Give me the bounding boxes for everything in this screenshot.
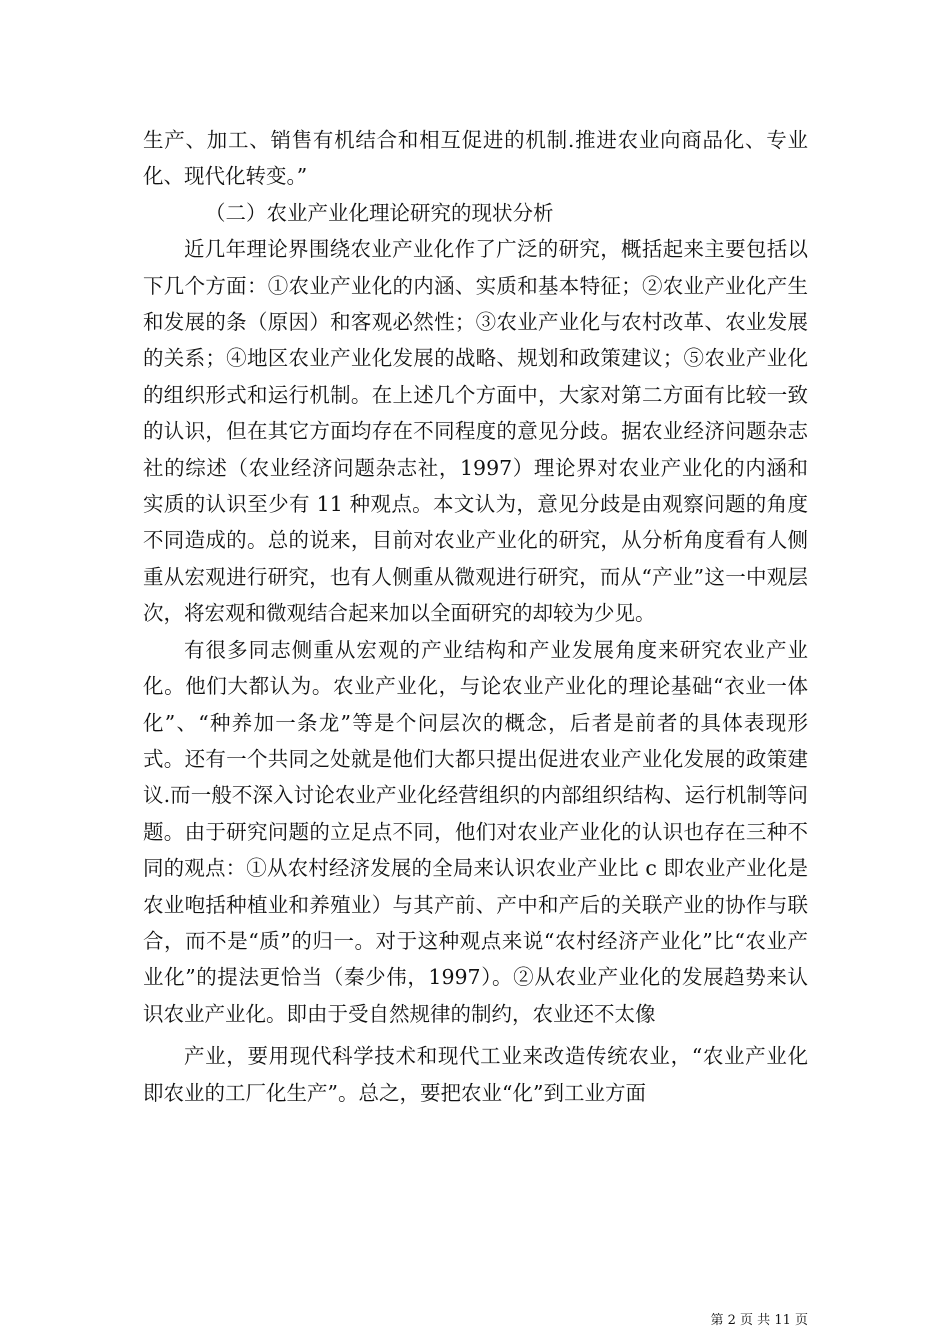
page-number: 第 2 页 共 11 页 xyxy=(710,1313,808,1328)
paragraph: 有很多同志侧重从宏观的产业结构和产业发展角度来研究农业产业化。他们大都认为。农业产业化，与论农业产业化的理论基础“衣业一体化”、“种养加一条龙”等是个问层次的概念，后者是前者的具体表现形式。还有一个共同之处就是他们大都只提出促进农业产业化发展的政策建议.而一般不深入讨论农业产业化经营组织的内部组织结构、运行机制等问题。由于研究问题的立足点不同，他们对农业产业化的认识也存在三种不同的观点：①从农村经济发展的全局来认识农业产业比 c 即农业产业化是农业咆括种植业和养殖业）与其产前、产中和产后的关联产业的协作与联合，而不是“质”的归一。对于这种观点来说“农村经济产业化”比“农业产业化”的提法更恰当（秦少伟，1997）。②从农业产业化的发展趋势来认识农业产业化。即由于受自然规律的制约，农业还不太像 xyxy=(143,637,808,1026)
paragraph: 产业，要用现代科学技术和现代工业来改造传统农业，“农业产业化即农业的工厂化生产”。总之，要把农业“化”到工业方面 xyxy=(143,1044,808,1105)
paragraph: 近几年理论界围绕农业产业化作了广泛的研究，概括起来主要包括以下几个方面：①农业产业化的内涵、实质和基本特征；②农业产业化产生和发展的条（原因）和客观必然性；③农业产业化与农村改革、农业发展的关系；④地区农业产业化发展的战略、规划和政策建议；⑤农业产业化的组织形式和运行机制。在上述几个方面中，大家对第二方面有比较一致的认识，但在其它方面均存在不同程度的意见分歧。据农业经济问题杂志社的综述（农业经济问题杂志社，1997）理论界对农业产业化的内涵和实质的认识至少有 11 种观点。本文认为，意见分歧是由观察问题的角度不同造成的。总的说来，目前对农业产业化的研究，从分析角度看有人侧重从宏观进行研究，也有人侧重从微观进行研究，而从“产业”这一中观层次，将宏观和微观结合起来加以全面研究的却较为少见。 xyxy=(143,237,808,626)
paragraph-continuation: 生产、加工、销售有机结合和相互促进的机制.推进农业向商品化、专业化、现代化转变。” xyxy=(143,128,808,189)
body-text xyxy=(143,122,808,1111)
section-heading: （二）农业产业化理论研究的现状分析 xyxy=(205,200,554,225)
